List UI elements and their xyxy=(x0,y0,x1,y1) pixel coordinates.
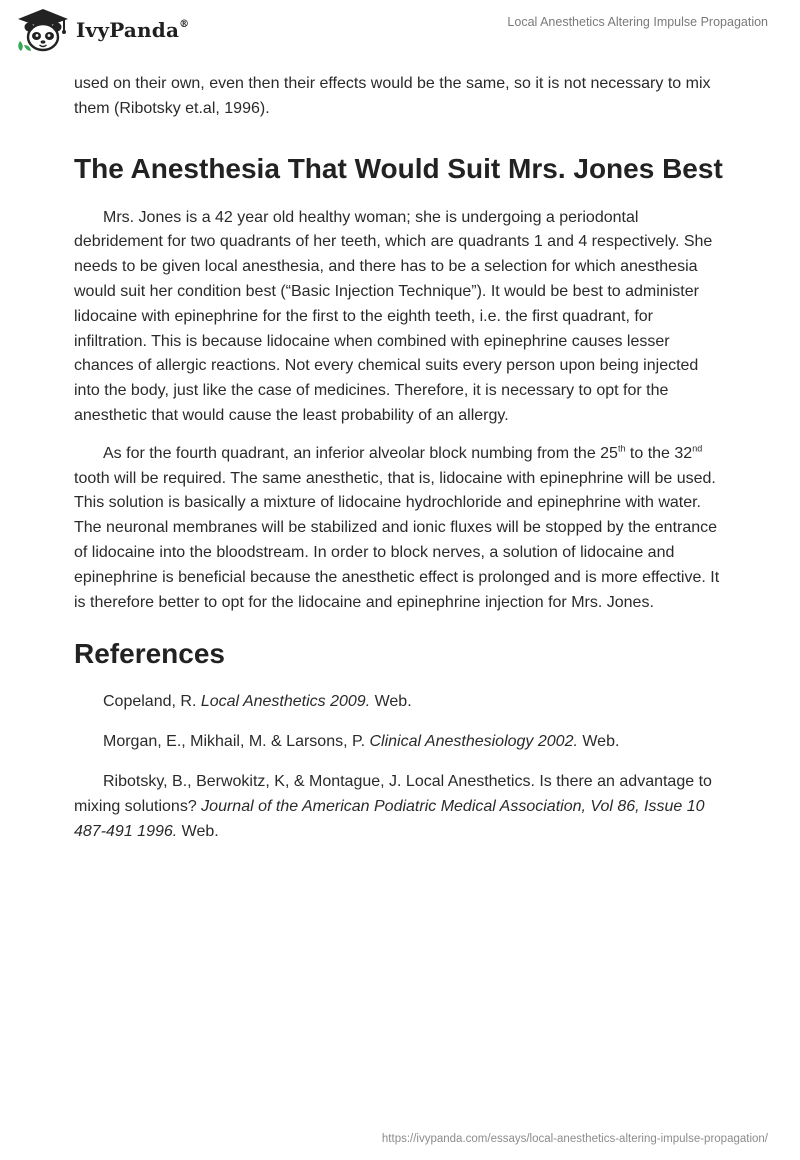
reference-item: Morgan, E., Mikhail, M. & Larsons, P. Clinical Anesthesiology 2002. Web. xyxy=(103,733,620,751)
references-heading: References xyxy=(74,638,225,670)
source-url-link[interactable]: https://ivypanda.com/essays/local-anesthetics-altering-impulse-propagation/ xyxy=(381,1133,768,1145)
document-title: Local Anesthetics Altering Impulse Propagation xyxy=(507,15,768,29)
page-header xyxy=(0,0,800,66)
section-heading: The Anesthesia That Would Suit Mrs. Jones Best xyxy=(74,152,723,184)
panda-graduate-icon xyxy=(14,7,72,53)
essay-content xyxy=(74,72,724,844)
brand-name: IvyPanda® xyxy=(76,18,190,42)
body-paragraph-1: Mrs. Jones is a 42 year old healthy woman; she is undergoing a periodontal debridement for two quadrants of her teeth, which are quadrants 1 and 4 respectively. She needs to be given local anesthesia, and there has to be a selection for which anesthesia would suit her condition best (“Basic Injection Technique”). It would be best to administer lidocaine with epinephrine for the first to the eighth teeth, i.e. the first quadrant, for infiltration. This is because lidocaine when combined with epinephrine causes lesser chances of allergic reactions. Not every chemical suits every person upon being injected into the body, just like the case of medicines. Therefore, it is necessary to opt for the anesthetic that would cause the least probability of an allergy. xyxy=(74,208,713,424)
intro-paragraph: used on their own, even then their effects would be the same, so it is not necessary to mix them (Ribotsky et.al, 1996). xyxy=(74,75,711,117)
brand-logo[interactable] xyxy=(14,7,189,53)
reference-item: Copeland, R. Local Anesthetics 2009. Web. xyxy=(103,693,412,711)
body-paragraph-2: As for the fourth quadrant, an inferior alveolar block numbing from the 25th to the 32nd tooth will be required. The same anesthetic, that is, lidocaine with epinephrine will be used. This solution is basically a mixture of lidocaine hydrochloride and epinephrine with water. The neuronal membranes will be stabilized and ionic fluxes will be stopped by the entrance of lidocaine into the bloodstream. In order to block nerves, a solution of lidocaine and epinephrine is beneficial because the anesthetic effect is prolonged and is more effective. It is therefore better to opt for the lidocaine and epinephrine injection for Mrs. Jones. xyxy=(74,443,720,611)
reference-item: Ribotsky, B., Berwokitz, K, & Montague, J. Local Anesthetics. Is there an advantage to mixing solutions? Journal of the American Podiatric Medical Association, Vol 86, Issue 10 487-491 1996. Web. xyxy=(74,772,712,840)
